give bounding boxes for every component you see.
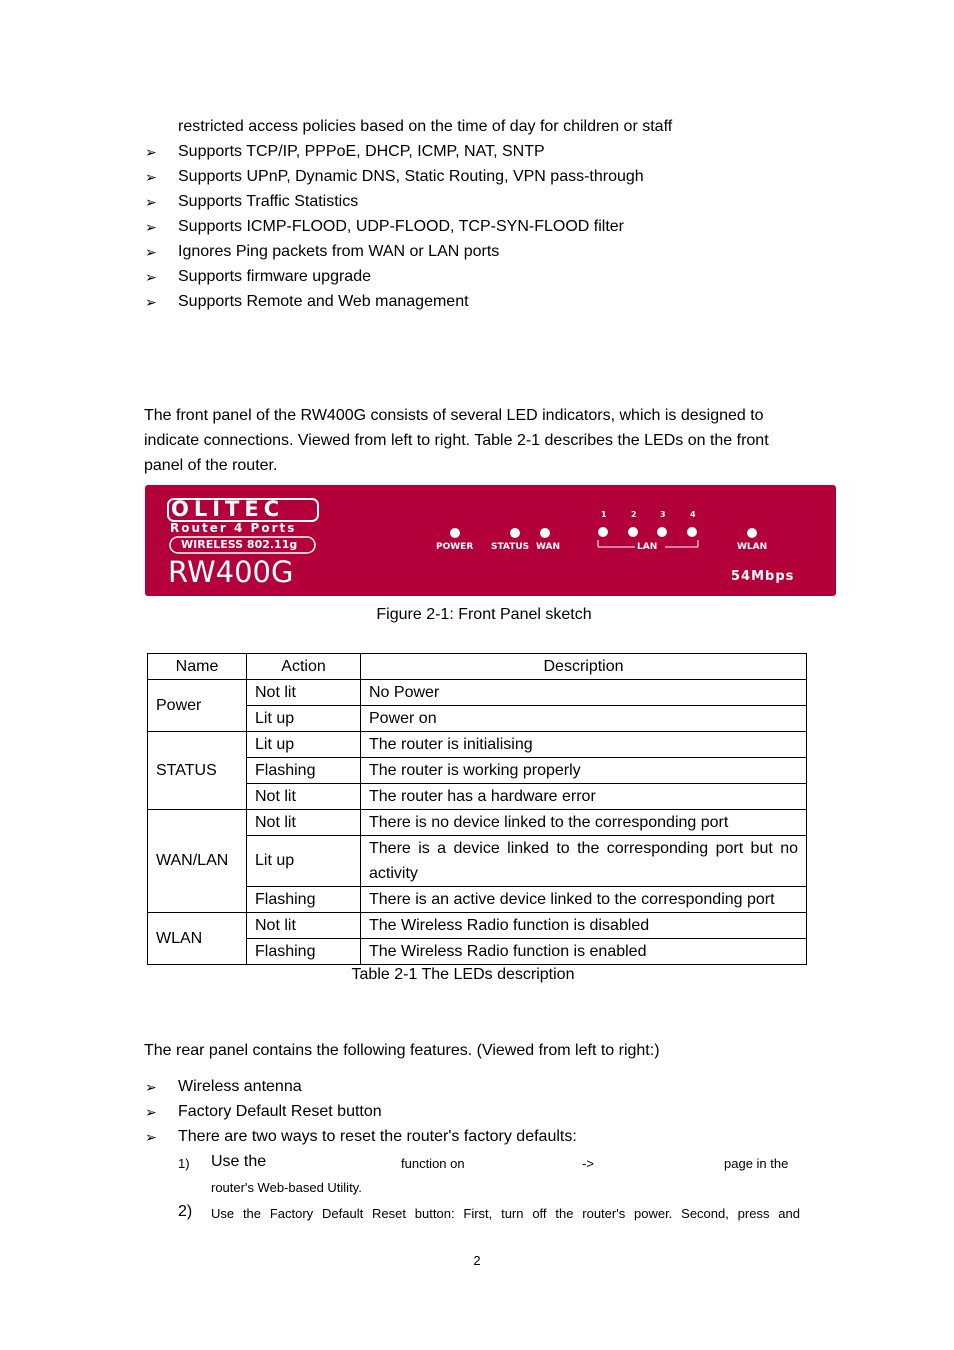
front-panel-paragraph: The front panel of the RW400G consists of several LED indicators, which is designed to indicate connections. Viewed from left to right. Table 2-1 describes the LEDs on the front panel of the router. — [144, 407, 769, 474]
page-number: 2 — [473, 1253, 481, 1268]
step-number: 2) — [178, 1203, 193, 1220]
table-cell-description: There is an active device linked to the corresponding port — [361, 887, 807, 913]
lan3-led — [657, 527, 667, 537]
status-led — [510, 528, 520, 538]
table-header-cell: Description — [361, 654, 807, 680]
power-led — [450, 528, 460, 538]
table-cell-name: WLAN — [148, 913, 247, 965]
port-number: 2 — [631, 510, 637, 519]
table-cell-action: Not lit — [247, 680, 361, 706]
brand-logo: OLITEC — [171, 497, 285, 521]
table-cell-action: Flashing — [247, 758, 361, 784]
lan-led-label: LAN — [637, 542, 658, 552]
step-text: -> — [582, 1156, 594, 1171]
table-cell-description: No Power — [361, 680, 807, 706]
table-row — [148, 732, 807, 758]
wan-led-label: WAN — [536, 542, 561, 552]
table-cell-action: Lit up — [247, 732, 361, 758]
wlan-led-label: WLAN — [737, 542, 768, 552]
table-cell-description: The Wireless Radio function is enabled — [361, 939, 807, 965]
front-panel-image — [145, 485, 836, 596]
lan4-led — [687, 527, 697, 537]
step-text: Use the — [211, 1153, 267, 1170]
status-led-label: STATUS — [491, 542, 530, 552]
wlan-led — [747, 528, 757, 538]
table-cell-action: Lit up — [247, 706, 361, 732]
intro-continuation: restricted access policies based on the time of day for children or staff — [178, 118, 673, 135]
feature-item: Ignores Ping packets from WAN or LAN ports — [178, 243, 500, 260]
bullet-icon: ➢ — [145, 1129, 157, 1145]
table-caption: Table 2-1 The LEDs description — [351, 966, 575, 983]
table-cell-description: The Wireless Radio function is disabled — [361, 913, 807, 939]
table-cell-action: Not lit — [247, 784, 361, 810]
table-cell-description: Power on — [361, 706, 807, 732]
rear-item: Factory Default Reset button — [178, 1103, 382, 1120]
table-cell-name: Power — [148, 680, 247, 732]
table-row — [148, 680, 807, 706]
step-number: 1) — [178, 1156, 190, 1171]
power-led-label: POWER — [436, 542, 474, 552]
table-row — [148, 836, 807, 887]
table-cell-description: There is a device linked to the corresponding port but no activity — [361, 836, 807, 887]
feature-item: Supports firmware upgrade — [178, 268, 371, 285]
port-number: 4 — [690, 510, 696, 519]
lan1-led — [598, 527, 608, 537]
port-number: 1 — [601, 510, 607, 519]
table-cell-name: WAN/LAN — [148, 810, 247, 913]
panel-wireless-label: WIRELESS 802.11g — [181, 538, 298, 551]
bullet-icon: ➢ — [145, 194, 157, 210]
table-row — [148, 810, 807, 836]
bullet-icon: ➢ — [145, 269, 157, 285]
panel-speed: 54Mbps — [731, 569, 795, 584]
table-cell-action: Not lit — [247, 913, 361, 939]
port-number: 3 — [660, 510, 666, 519]
table-row — [148, 784, 807, 810]
table-cell-action: Not lit — [247, 810, 361, 836]
feature-item: Supports Traffic Statistics — [178, 193, 359, 210]
table-header-cell: Action — [247, 654, 361, 680]
panel-subtitle: Router 4 Ports — [170, 521, 297, 535]
table-header-cell: Name — [148, 654, 247, 680]
figure-caption: Figure 2-1: Front Panel sketch — [376, 606, 592, 623]
step-text: function on — [401, 1156, 465, 1171]
rear-item: There are two ways to reset the router's factory defaults: — [178, 1128, 577, 1145]
table-cell-name: STATUS — [148, 732, 247, 810]
table-row — [148, 706, 807, 732]
led-table — [147, 653, 807, 965]
table-cell-action: Flashing — [247, 887, 361, 913]
panel-model: RW400G — [168, 555, 294, 589]
table-row — [148, 939, 807, 965]
lan2-led — [628, 527, 638, 537]
feature-item: Supports TCP/IP, PPPoE, DHCP, ICMP, NAT, SNTP — [178, 143, 545, 160]
rear-panel-paragraph: The rear panel contains the following features. (Viewed from left to right:) — [144, 1042, 660, 1059]
wan-led — [540, 528, 550, 538]
table-cell-description: The router has a hardware error — [361, 784, 807, 810]
feature-item: Supports UPnP, Dynamic DNS, Static Routing, VPN pass-through — [178, 168, 644, 185]
step-text: Use the Factory Default Reset button: First, turn off the router's power. Second, press and — [211, 1206, 800, 1221]
bullet-icon: ➢ — [145, 144, 157, 160]
table-header-row — [148, 654, 807, 680]
feature-item: Supports ICMP-FLOOD, UDP-FLOOD, TCP-SYN-FLOOD filter — [178, 218, 624, 235]
feature-item: Supports Remote and Web management — [178, 293, 469, 310]
bullet-icon: ➢ — [145, 294, 157, 310]
table-cell-description: The router is initialising — [361, 732, 807, 758]
step-text: page in the — [724, 1156, 789, 1171]
bullet-icon: ➢ — [145, 1079, 157, 1095]
bullet-icon: ➢ — [145, 1104, 157, 1120]
bullet-icon: ➢ — [145, 244, 157, 260]
table-cell-description: There is no device linked to the corresponding port — [361, 810, 807, 836]
table-row — [148, 758, 807, 784]
bullet-icon: ➢ — [145, 219, 157, 235]
rear-item: Wireless antenna — [178, 1078, 302, 1095]
table-row — [148, 913, 807, 939]
table-row — [148, 887, 807, 913]
bullet-icon: ➢ — [145, 169, 157, 185]
step-text: router's Web-based Utility. — [211, 1180, 362, 1195]
table-cell-action: Flashing — [247, 939, 361, 965]
table-cell-action: Lit up — [247, 836, 361, 887]
table-cell-description: The router is working properly — [361, 758, 807, 784]
